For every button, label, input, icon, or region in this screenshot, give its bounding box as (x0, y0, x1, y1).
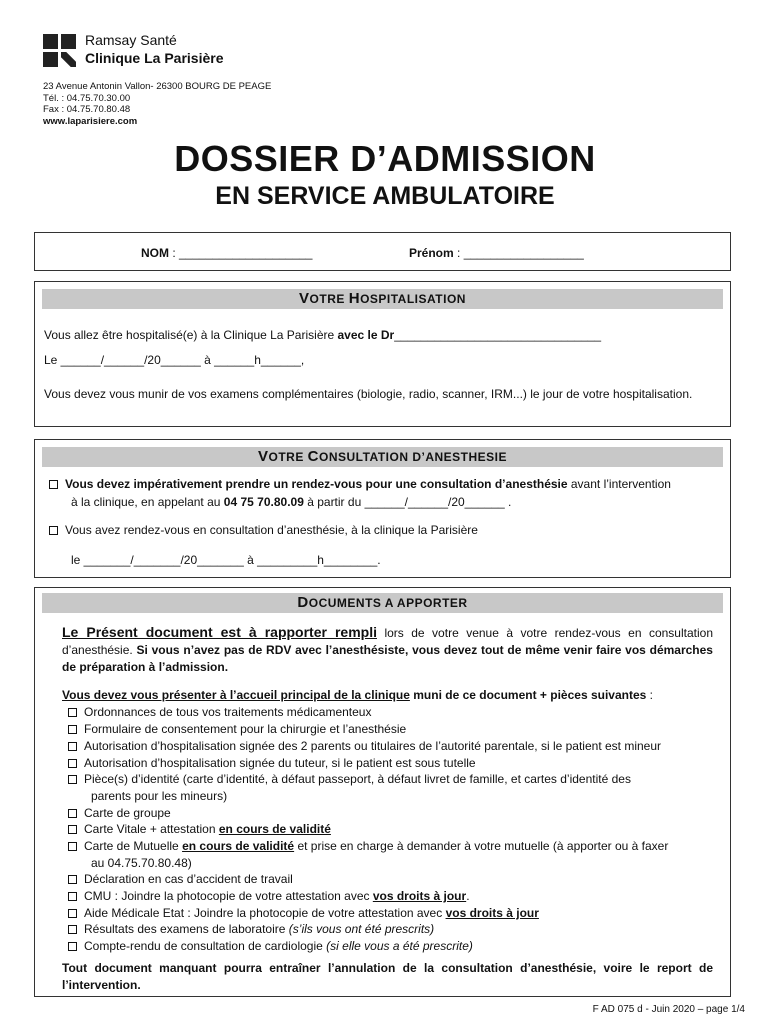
fax: Fax : 04.75.70.80.48 (43, 104, 131, 115)
page-footer: F AD 075 d - Juin 2020 – page 1/4 (592, 1004, 745, 1015)
document-item[interactable]: Carte Vitale + attestation en cours de validité (68, 822, 331, 836)
documents-intro: Le Présent document est à rapporter rempli lors de votre venue à votre rendez-vous en consultation d’anesthésie. Si vous n’avez pas de RDV avec l’anesthésiste, vous devez tout de même venir faire vos démarches de préparation à l’admission. (62, 624, 713, 674)
consultation-section (34, 439, 731, 578)
checkbox-icon[interactable] (49, 480, 58, 489)
checkbox-icon[interactable] (68, 775, 77, 784)
missing-document-warning: Tout document manquant pourra entraîner l’annulation de la consultation d’anesthésie, voire le report de l’intervention. (62, 961, 713, 992)
checkbox-icon[interactable] (68, 809, 77, 818)
brand-name: Ramsay Santé (85, 32, 177, 48)
checkbox-icon[interactable] (68, 842, 77, 851)
prenom-field[interactable] (409, 246, 584, 260)
document-item[interactable]: Compte-rendu de consultation de cardiologie (si elle vous a été prescrite) (68, 939, 473, 953)
address-block (43, 81, 271, 127)
checkbox-icon[interactable] (68, 759, 77, 768)
telephone: Tél. : 04.75.70.30.00 (43, 92, 131, 104)
checkbox-icon[interactable] (68, 925, 77, 934)
consultation-item-2[interactable]: Vous avez rendez-vous en consultation d’anesthésie, à la clinique la Parisière (49, 523, 478, 537)
document-subtitle: EN SERVICE AMBULATOIRE (215, 182, 555, 210)
document-item-cont: au 04.75.70.80.48) (91, 856, 192, 870)
document-item[interactable]: Carte de groupe (68, 806, 171, 820)
hospitalisation-heading: VOTRE HOSPITALISATION (42, 289, 723, 309)
checkbox-icon[interactable] (68, 942, 77, 951)
documents-heading: DOCUMENTS A APPORTER (42, 593, 723, 613)
identity-box (34, 232, 731, 271)
checkbox-icon[interactable] (68, 708, 77, 717)
consultation-date-line[interactable]: le _______/_______/20_______ à _________h________. (71, 553, 381, 567)
checkbox-icon[interactable] (68, 909, 77, 918)
document-item[interactable]: Autorisation d’hospitalisation signée du tuteur, si le patient est sous tutelle (68, 756, 476, 770)
clinic-name: Clinique La Parisière (85, 50, 224, 66)
date-time-line[interactable]: Le ______/______/20______ à ______h______, (44, 353, 305, 367)
checkbox-icon[interactable] (49, 526, 58, 535)
document-item[interactable]: Ordonnances de tous vos traitements médicamenteux (68, 705, 371, 719)
document-item-cont: parents pour les mineurs) (91, 789, 228, 803)
nom-field[interactable] (141, 246, 312, 260)
exams-notice: Vous devez vous munir de vos examens complémentaires (biologie, radio, scanner, IRM...) le jour de votre hospitalisation. (44, 387, 693, 401)
consultation-item-1-cont: à la clinique, en appelant au 04 75 70.80.09 à partir du ______/______/20______ . (71, 495, 512, 509)
document-item[interactable]: Déclaration en cas d’accident de travail (68, 872, 293, 886)
prenom-label: Prénom (409, 246, 454, 260)
checkbox-icon[interactable] (68, 892, 77, 901)
document-item[interactable]: Carte de Mutuelle en cours de validité et prise en charge à demander à votre mutuelle (à apporter ou à faxer (68, 839, 668, 853)
nom-label: NOM (141, 246, 169, 260)
document-title: DOSSIER D’ADMISSION (174, 138, 596, 179)
consultation-heading: VOTRE CONSULTATION D’ANESTHESIE (42, 447, 723, 467)
address: 23 Avenue Antonin Vallon- 26300 BOURG DE PEAGE (43, 81, 272, 92)
checkbox-icon[interactable] (68, 825, 77, 834)
prenom-blank: : __________________ (453, 246, 584, 260)
present-instruction: Vous devez vous présenter à l’accueil principal de la clinique muni de ce document + pièces suivantes : (62, 688, 653, 702)
document-item[interactable]: Autorisation d’hospitalisation signée des 2 parents ou titulaires de l’autorité parentale, si le patient est mineur (68, 739, 661, 753)
document-item[interactable]: Formulaire de consentement pour la chirurgie et l’anesthésie (68, 722, 406, 736)
document-item[interactable]: Aide Médicale Etat : Joindre la photocopie de votre attestation avec vos droits à jour (68, 906, 539, 920)
consultation-item-1[interactable]: Vous devez impérativement prendre un rendez-vous pour une consultation d’anesthésie avant l’intervention (49, 477, 671, 491)
website: www.laparisiere.com (43, 115, 138, 127)
nom-blank: : ____________________ (169, 246, 313, 260)
doctor-line[interactable]: Vous allez être hospitalisé(e) à la Clinique La Parisière avec le Dr_______________________________ (44, 328, 602, 342)
checkbox-icon[interactable] (68, 742, 77, 751)
document-item[interactable]: Pièce(s) d’identité (carte d’identité, à défaut passeport, à défaut livret de famille, et cartes d’identité des (68, 772, 631, 786)
ramsay-logo-icon (43, 34, 77, 68)
document-item[interactable]: CMU : Joindre la photocopie de votre attestation avec vos droits à jour. (68, 889, 470, 903)
checkbox-icon[interactable] (68, 875, 77, 884)
hospitalisation-section (34, 281, 731, 427)
checkbox-icon[interactable] (68, 725, 77, 734)
document-item[interactable]: Résultats des examens de laboratoire (s’ils vous ont été prescrits) (68, 922, 434, 936)
